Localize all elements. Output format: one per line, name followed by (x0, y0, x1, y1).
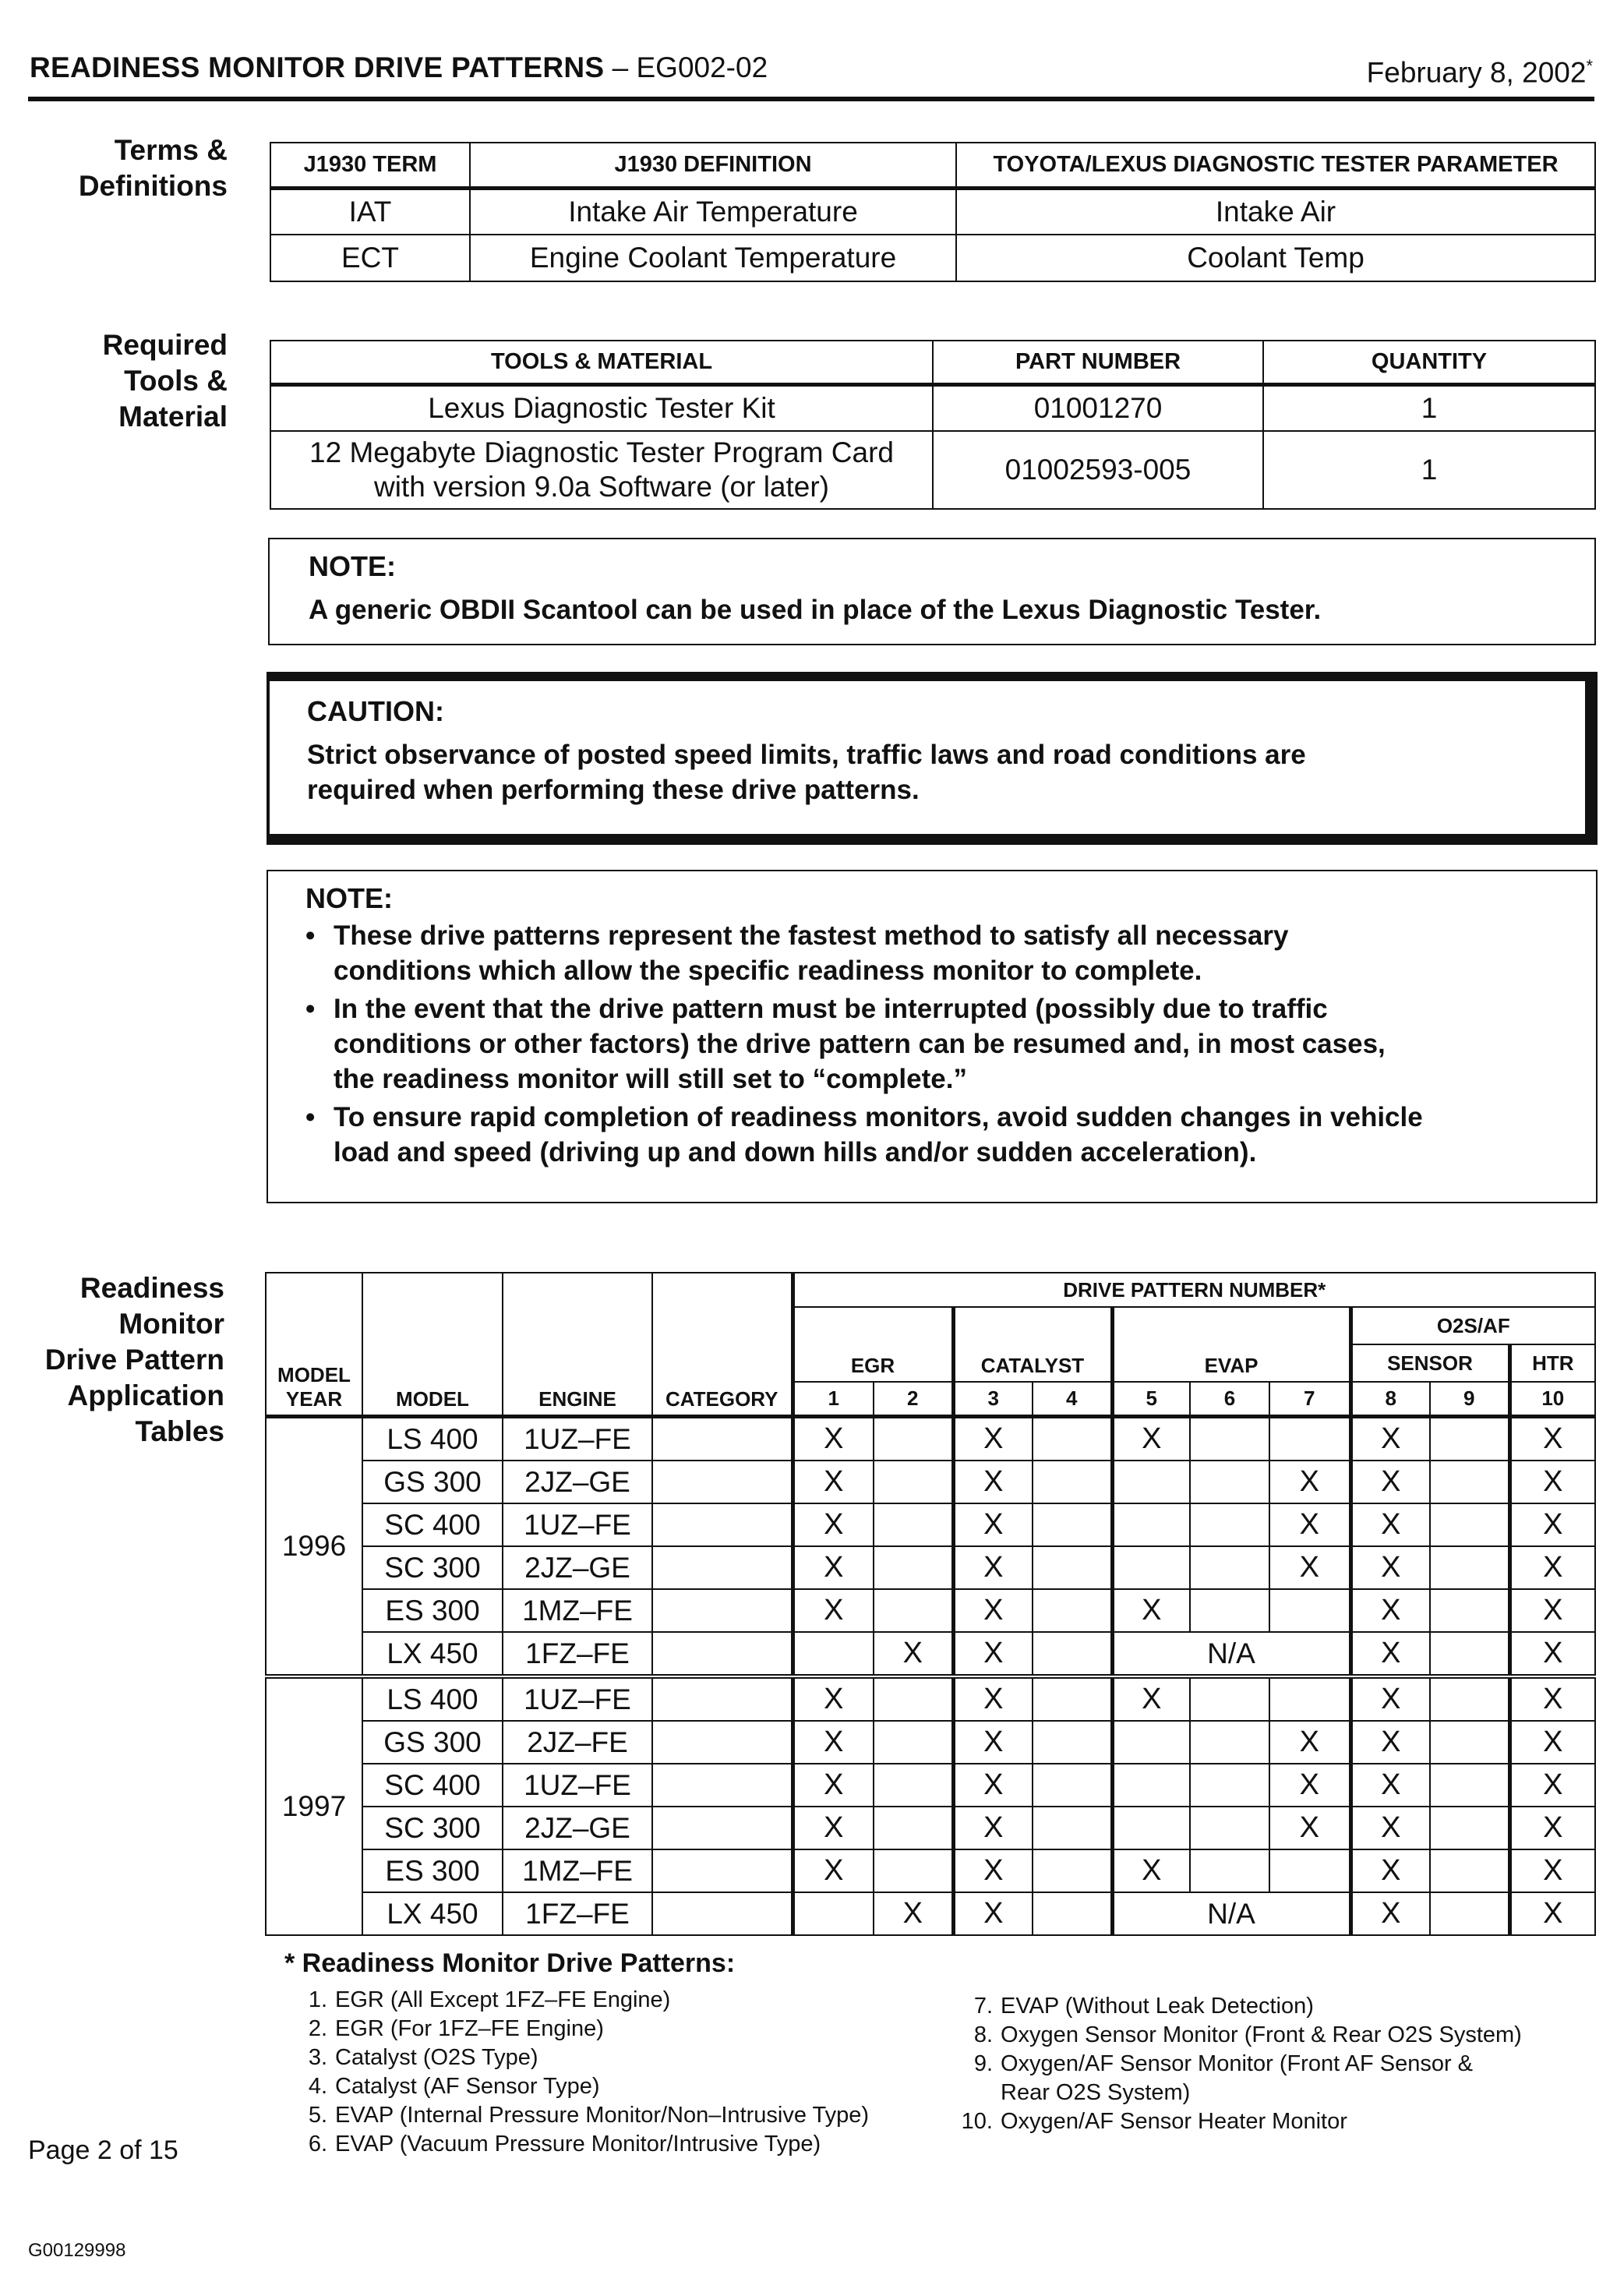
note-box-2 (267, 870, 1598, 1203)
document-id: G00129998 (28, 2240, 126, 2261)
pattern-cell: X (793, 1546, 874, 1589)
pattern-cell (1190, 1764, 1269, 1807)
footnote-item (291, 2101, 869, 2130)
pattern-cell: X (874, 1632, 953, 1676)
footnote-item (957, 2107, 1522, 2136)
footnote-num: 10. (961, 2109, 993, 2134)
pattern-cell: X (1350, 1461, 1430, 1503)
side-label-line: Tables (135, 1415, 224, 1447)
pattern-cell: X (793, 1764, 874, 1807)
pattern-cell (1112, 1461, 1190, 1503)
pattern-cell (1112, 1764, 1190, 1807)
pattern-cell (874, 1589, 953, 1632)
pattern-cell (1430, 1503, 1509, 1546)
footnote-text-line: Rear O2S System) (1001, 2080, 1191, 2105)
pattern-cell (1033, 1503, 1112, 1546)
terms-header-definition: J1930 DEFINITION (470, 143, 956, 188)
bullet-dot: • (305, 920, 316, 951)
pattern-cell (1112, 1503, 1190, 1546)
footnote-item (957, 2021, 1522, 2050)
header-num: 1 (793, 1382, 874, 1416)
pattern-cell: X (1509, 1632, 1595, 1676)
category-cell (652, 1461, 793, 1503)
document-date (1367, 56, 1593, 89)
tools-header-item: TOOLS & MATERIAL (270, 341, 933, 384)
engine-cell: 2JZ–GE (503, 1807, 652, 1849)
note-box (268, 538, 1596, 645)
pattern-cell: X (793, 1589, 874, 1632)
engine-cell: 2JZ–GE (503, 1461, 652, 1503)
table-row (266, 1589, 1595, 1632)
header-num: 3 (953, 1382, 1033, 1416)
side-label-line: Terms & (114, 134, 228, 166)
pattern-cell (1033, 1721, 1112, 1764)
bullet-text (334, 1100, 1423, 1170)
category-cell (652, 1632, 793, 1676)
pattern-cell (1190, 1676, 1269, 1721)
pattern-cell (874, 1807, 953, 1849)
date-text: February 8, 2002 (1366, 56, 1587, 89)
bullet-text (334, 991, 1386, 1097)
pattern-cell (874, 1503, 953, 1546)
pattern-cell (1430, 1676, 1509, 1721)
table-row (266, 1546, 1595, 1589)
table-row (266, 1849, 1595, 1892)
footnote-list-left (291, 1986, 869, 2159)
category-cell (652, 1546, 793, 1589)
tools-qty: 1 (1263, 431, 1595, 509)
side-label-line: Definitions (78, 170, 228, 202)
pattern-cell (874, 1546, 953, 1589)
engine-cell: 2JZ–FE (503, 1721, 652, 1764)
pattern-cell (793, 1892, 874, 1935)
model-cell: SC 300 (362, 1546, 503, 1589)
pattern-cell: X (953, 1849, 1033, 1892)
tools-item-line: 12 Megabyte Diagnostic Tester Program Card (309, 436, 894, 468)
bullet-dot: • (305, 994, 316, 1024)
pattern-cell (1430, 1632, 1509, 1676)
pattern-cell (1033, 1676, 1112, 1721)
model-cell: LS 400 (362, 1416, 503, 1461)
model-cell: ES 300 (362, 1589, 503, 1632)
engine-cell: 1MZ–FE (503, 1589, 652, 1632)
footnote-item (291, 2015, 869, 2043)
pattern-cell: X (1350, 1721, 1430, 1764)
header-num: 2 (874, 1382, 953, 1416)
terms-header-term: J1930 TERM (270, 143, 470, 188)
table-row (266, 1892, 1595, 1935)
pattern-cell: X (874, 1892, 953, 1935)
table-row (266, 1461, 1595, 1503)
pattern-cell: X (1509, 1892, 1595, 1935)
na-cell: N/A (1112, 1632, 1350, 1676)
pattern-cell (793, 1632, 874, 1676)
table-row (266, 1721, 1595, 1764)
pattern-cell: X (793, 1676, 874, 1721)
tools-item-line: with version 9.0a Software (or later) (373, 471, 829, 503)
pattern-cell (1190, 1416, 1269, 1461)
header-htr: HTR (1509, 1344, 1595, 1382)
pattern-cell (1190, 1503, 1269, 1546)
tools-table (270, 340, 1596, 510)
pattern-cell: X (1350, 1849, 1430, 1892)
title-main: READINESS MONITOR DRIVE PATTERNS (30, 51, 605, 83)
pattern-cell: X (1350, 1416, 1430, 1461)
terms-table (270, 142, 1596, 282)
pattern-cell: X (1509, 1416, 1595, 1461)
terms-header-parameter: TOYOTA/LEXUS DIAGNOSTIC TESTER PARAMETER (956, 143, 1595, 188)
side-label-line: Application (67, 1379, 224, 1411)
footnote-text: EGR (For 1FZ–FE Engine) (335, 2016, 604, 2041)
na-cell: N/A (1112, 1892, 1350, 1935)
pattern-cell: X (953, 1764, 1033, 1807)
footnote-item (957, 2050, 1522, 2107)
pattern-cell: X (953, 1503, 1033, 1546)
side-label-line: Required (102, 329, 228, 361)
caution-line: required when performing these drive patterns. (307, 775, 920, 805)
category-cell (652, 1589, 793, 1632)
terms-cell: ECT (270, 235, 470, 281)
model-cell: SC 400 (362, 1764, 503, 1807)
bullet-line: conditions or other factors) the drive pattern can be resumed and, in most cases, (334, 1029, 1386, 1059)
header-num: 7 (1269, 1382, 1350, 1416)
pattern-cell: X (1350, 1589, 1430, 1632)
side-label-line: Drive Pattern (44, 1344, 224, 1376)
pattern-cell (1112, 1721, 1190, 1764)
side-label-line: Monitor (118, 1308, 224, 1340)
pattern-cell (1190, 1721, 1269, 1764)
bullet-line: To ensure rapid completion of readiness monitors, avoid sudden changes in vehicle (334, 1102, 1423, 1132)
pattern-cell: X (1350, 1632, 1430, 1676)
caution-line: Strict observance of posted speed limits, traffic laws and road conditions are (307, 740, 1306, 770)
pattern-cell: X (1350, 1546, 1430, 1589)
pattern-cell: X (953, 1807, 1033, 1849)
pattern-cell: X (1509, 1589, 1595, 1632)
terms-cell: Engine Coolant Temperature (470, 235, 956, 281)
footnote-item (957, 1992, 1522, 2021)
terms-cell: Intake Air Temperature (470, 188, 956, 235)
header-line: MODEL (277, 1362, 351, 1386)
category-cell (652, 1764, 793, 1807)
category-cell (652, 1892, 793, 1935)
tools-part: 01002593-005 (933, 431, 1263, 509)
pattern-cell (1033, 1892, 1112, 1935)
pattern-cell (874, 1849, 953, 1892)
header-egr: EGR (793, 1307, 953, 1382)
header-num: 8 (1350, 1382, 1430, 1416)
category-cell (652, 1676, 793, 1721)
note-bullets (305, 918, 1596, 1170)
pattern-cell (1033, 1546, 1112, 1589)
pattern-cell: X (1269, 1503, 1350, 1546)
pattern-cell (1269, 1589, 1350, 1632)
pattern-cell: X (1269, 1721, 1350, 1764)
category-cell (652, 1416, 793, 1461)
bullet-line: In the event that the drive pattern must be interrupted (possibly due to traffic (334, 994, 1328, 1024)
footnote-heading: * Readiness Monitor Drive Patterns: (284, 1948, 736, 1978)
pattern-cell (1033, 1764, 1112, 1807)
pattern-cell: X (1269, 1546, 1350, 1589)
header-engine: ENGINE (503, 1273, 652, 1416)
model-cell: GS 300 (362, 1461, 503, 1503)
pattern-cell: X (793, 1807, 874, 1849)
pattern-cell: X (1269, 1807, 1350, 1849)
model-cell: LS 400 (362, 1676, 503, 1721)
model-cell: LX 450 (362, 1892, 503, 1935)
header-num: 10 (1509, 1382, 1595, 1416)
category-cell (652, 1849, 793, 1892)
model-cell: GS 300 (362, 1721, 503, 1764)
tools-item (270, 431, 933, 509)
pattern-cell (1190, 1807, 1269, 1849)
header-catalyst: CATALYST (953, 1307, 1112, 1382)
terms-cell: IAT (270, 188, 470, 235)
document-title (30, 51, 768, 84)
footnote-text: Oxygen Sensor Monitor (Front & Rear O2S System) (1001, 2022, 1522, 2047)
pattern-cell: X (953, 1676, 1033, 1721)
pattern-cell: X (793, 1503, 874, 1546)
pattern-cell (1430, 1461, 1509, 1503)
footnote-num: 3. (308, 2045, 327, 2070)
note-title: NOTE: (309, 550, 396, 582)
note-bullet (305, 918, 1596, 988)
pattern-cell (1269, 1849, 1350, 1892)
caution-title: CAUTION: (307, 695, 444, 727)
header-evap: EVAP (1112, 1307, 1350, 1382)
footnote-item (291, 1986, 869, 2015)
pattern-cell (874, 1721, 953, 1764)
bullet-dot: • (305, 1102, 316, 1132)
application-table (265, 1272, 1596, 1936)
pattern-cell: X (1112, 1849, 1190, 1892)
bullet-line: conditions which allow the specific readiness monitor to complete. (334, 955, 1202, 986)
footnote-text: EVAP (Internal Pressure Monitor/Non–Intrusive Type) (335, 2103, 870, 2128)
engine-cell: 1UZ–FE (503, 1503, 652, 1546)
engine-cell: 1UZ–FE (503, 1676, 652, 1721)
footnote-list-right (957, 1992, 1522, 2136)
note-bullet (305, 1100, 1596, 1170)
footnote-text: EGR (All Except 1FZ–FE Engine) (335, 1987, 671, 2012)
footnote-text-line: Oxygen/AF Sensor Monitor (Front AF Sensor & (1001, 2051, 1474, 2076)
pattern-cell: X (793, 1849, 874, 1892)
side-label-tools (103, 327, 228, 435)
pattern-cell: X (953, 1892, 1033, 1935)
pattern-cell (874, 1676, 953, 1721)
pattern-cell (1112, 1807, 1190, 1849)
table-row (266, 1503, 1595, 1546)
header-drive-pattern-number: DRIVE PATTERN NUMBER* (793, 1273, 1595, 1307)
model-cell: LX 450 (362, 1632, 503, 1676)
pattern-cell (1033, 1416, 1112, 1461)
pattern-cell: X (1509, 1849, 1595, 1892)
pattern-cell: X (1350, 1503, 1430, 1546)
pattern-cell (1033, 1632, 1112, 1676)
category-cell (652, 1807, 793, 1849)
model-year-cell: 1996 (266, 1416, 362, 1676)
tools-part: 01001270 (933, 384, 1263, 431)
pattern-cell: X (953, 1546, 1033, 1589)
footnote-item (291, 2043, 869, 2072)
footnote-num: 8. (973, 2022, 993, 2047)
header-category: CATEGORY (652, 1273, 793, 1416)
engine-cell: 1FZ–FE (503, 1632, 652, 1676)
pattern-cell: X (793, 1416, 874, 1461)
table-row (266, 1632, 1595, 1676)
side-label-line: Readiness (79, 1272, 224, 1304)
pattern-cell (1269, 1676, 1350, 1721)
pattern-cell (1430, 1807, 1509, 1849)
pattern-cell (1430, 1589, 1509, 1632)
pattern-cell (1033, 1849, 1112, 1892)
footnote-text: Catalyst (AF Sensor Type) (335, 2074, 600, 2099)
pattern-cell: X (953, 1632, 1033, 1676)
side-label-line: Tools & (124, 365, 228, 397)
pattern-cell: X (793, 1461, 874, 1503)
pattern-cell (1430, 1416, 1509, 1461)
note-title: NOTE: (305, 882, 393, 914)
pattern-cell (1190, 1589, 1269, 1632)
pattern-cell (1430, 1721, 1509, 1764)
side-label-terms (79, 132, 228, 204)
tools-qty: 1 (1263, 384, 1595, 431)
pattern-cell (1112, 1546, 1190, 1589)
table-row (266, 1416, 1595, 1461)
pattern-cell: X (1350, 1764, 1430, 1807)
pattern-cell (1190, 1461, 1269, 1503)
pattern-cell: X (1350, 1892, 1430, 1935)
application-table-body (266, 1416, 1595, 1935)
bullet-text (334, 918, 1288, 988)
pattern-cell (1190, 1849, 1269, 1892)
footnote-text: EVAP (Vacuum Pressure Monitor/Intrusive Type) (335, 2132, 821, 2156)
footnote-text: Catalyst (O2S Type) (335, 2045, 538, 2070)
note-text: A generic OBDII Scantool can be used in place of the Lexus Diagnostic Tester. (309, 595, 1322, 625)
pattern-cell: X (1112, 1416, 1190, 1461)
header-num: 6 (1190, 1382, 1269, 1416)
pattern-cell: X (953, 1721, 1033, 1764)
pattern-cell (874, 1764, 953, 1807)
pattern-cell: X (1509, 1807, 1595, 1849)
model-cell: SC 400 (362, 1503, 503, 1546)
pattern-cell (1033, 1807, 1112, 1849)
note-bullet (305, 991, 1596, 1097)
footnote-num: 1. (308, 1987, 327, 2012)
engine-cell: 2JZ–GE (503, 1546, 652, 1589)
page-number: Page 2 of 15 (28, 2135, 178, 2165)
pattern-cell (874, 1416, 953, 1461)
pattern-cell: X (1269, 1764, 1350, 1807)
header-o2s-af: O2S/AF (1350, 1307, 1595, 1344)
category-cell (652, 1721, 793, 1764)
pattern-cell: X (1509, 1764, 1595, 1807)
header-model-year (266, 1273, 362, 1416)
engine-cell: 1FZ–FE (503, 1892, 652, 1935)
table-row (266, 1676, 1595, 1721)
footnote-num: 5. (308, 2103, 327, 2128)
bullet-line: load and speed (driving up and down hills and/or sudden acceleration). (334, 1137, 1257, 1167)
side-label-tables (45, 1270, 224, 1450)
tools-header-qty: QUANTITY (1263, 341, 1595, 384)
header-rule (28, 97, 1594, 101)
side-label-line: Material (118, 401, 228, 433)
terms-cell: Coolant Temp (956, 235, 1595, 281)
pattern-cell: X (1509, 1721, 1595, 1764)
footnote-num: 4. (308, 2074, 327, 2099)
pattern-cell (1430, 1546, 1509, 1589)
pattern-cell: X (953, 1589, 1033, 1632)
bullet-line: These drive patterns represent the fastest method to satisfy all necessary (334, 920, 1289, 951)
footnote-text (1001, 2050, 1473, 2107)
model-cell: ES 300 (362, 1849, 503, 1892)
pattern-cell: X (1509, 1546, 1595, 1589)
footnote-num: 9. (973, 2051, 993, 2076)
footnote-num: 6. (308, 2132, 327, 2156)
category-cell (652, 1503, 793, 1546)
pattern-cell: X (1509, 1503, 1595, 1546)
footnote-text: Oxygen/AF Sensor Heater Monitor (1001, 2109, 1347, 2134)
pattern-cell: X (1509, 1676, 1595, 1721)
pattern-cell (1190, 1546, 1269, 1589)
title-code: – EG002-02 (604, 51, 768, 83)
engine-cell: 1UZ–FE (503, 1416, 652, 1461)
pattern-cell: X (1509, 1461, 1595, 1503)
pattern-cell: X (1350, 1676, 1430, 1721)
pattern-cell (1430, 1849, 1509, 1892)
pattern-cell: X (953, 1461, 1033, 1503)
footnote-num: 2. (308, 2016, 327, 2041)
pattern-cell: X (953, 1416, 1033, 1461)
header-sensor: SENSOR (1350, 1344, 1509, 1382)
date-mark: * (1586, 56, 1593, 76)
bullet-line: the readiness monitor will still set to “complete.” (334, 1064, 967, 1094)
tools-item: Lexus Diagnostic Tester Kit (270, 384, 933, 431)
engine-cell: 1MZ–FE (503, 1849, 652, 1892)
table-row (266, 1807, 1595, 1849)
pattern-cell (1430, 1892, 1509, 1935)
pattern-cell (1430, 1764, 1509, 1807)
header-num: 5 (1112, 1382, 1190, 1416)
caution-box (267, 672, 1598, 845)
pattern-cell: X (1269, 1461, 1350, 1503)
pattern-cell: X (1350, 1807, 1430, 1849)
table-row (266, 1764, 1595, 1807)
pattern-cell (874, 1461, 953, 1503)
header-num: 9 (1430, 1382, 1509, 1416)
model-cell: SC 300 (362, 1807, 503, 1849)
footnote-text: EVAP (Without Leak Detection) (1001, 1994, 1314, 2019)
footnote-num: 7. (973, 1994, 993, 2019)
model-year-cell: 1997 (266, 1676, 362, 1935)
header-model: MODEL (362, 1273, 503, 1416)
tools-header-part: PART NUMBER (933, 341, 1263, 384)
footnote-item (291, 2072, 869, 2101)
pattern-cell (1269, 1416, 1350, 1461)
pattern-cell (1033, 1589, 1112, 1632)
engine-cell: 1UZ–FE (503, 1764, 652, 1807)
pattern-cell (1033, 1461, 1112, 1503)
pattern-cell: X (793, 1721, 874, 1764)
pattern-cell: X (1112, 1676, 1190, 1721)
header-line: YEAR (285, 1386, 343, 1411)
footnote-item (291, 2130, 869, 2159)
header-num: 4 (1033, 1382, 1112, 1416)
terms-cell: Intake Air (956, 188, 1595, 235)
pattern-cell: X (1112, 1589, 1190, 1632)
